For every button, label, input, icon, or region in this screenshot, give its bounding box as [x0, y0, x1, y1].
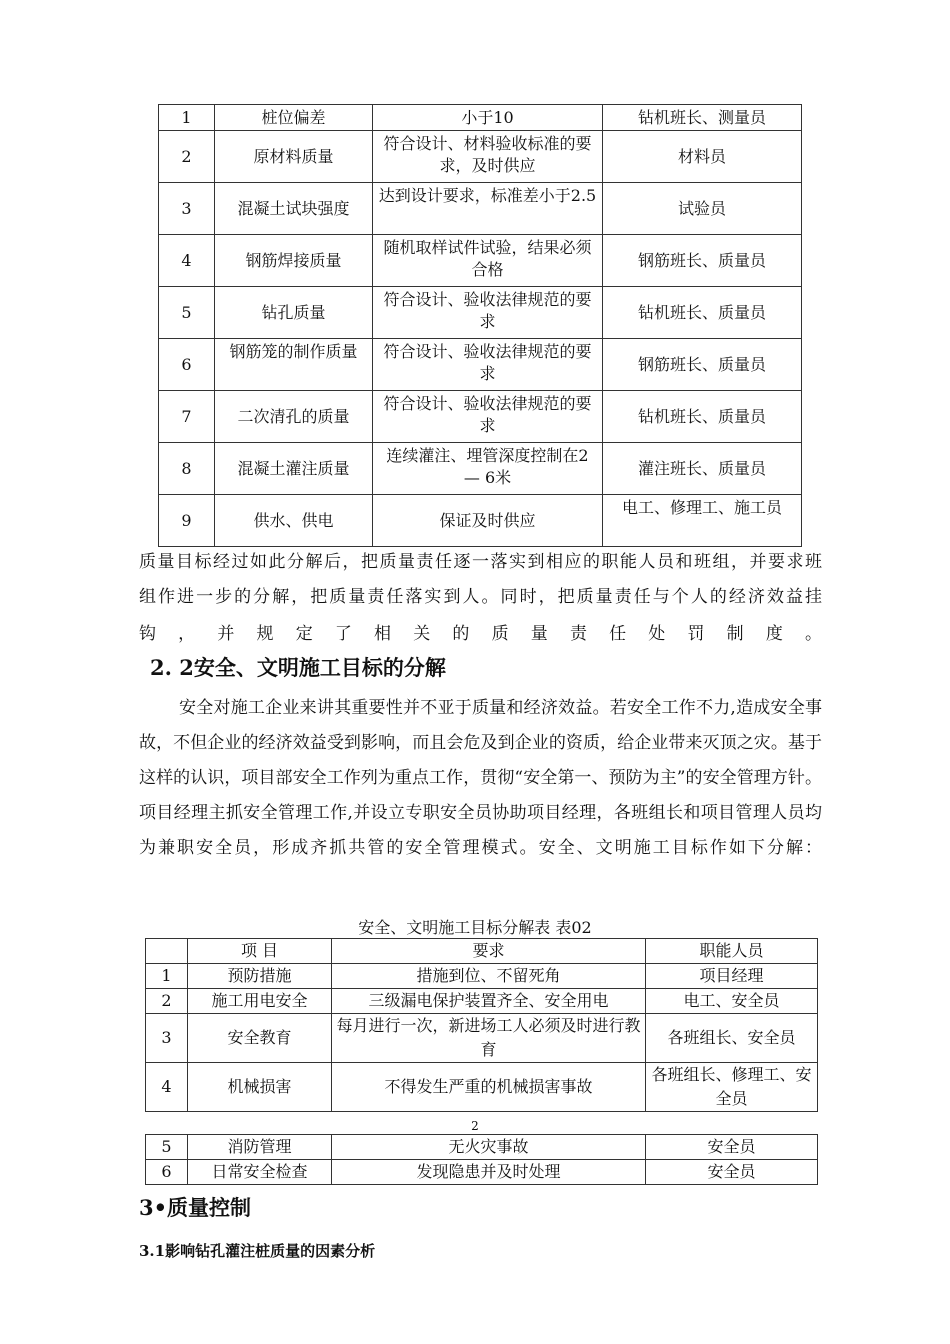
responsible-person: 钢筋班长、质量员 [603, 235, 802, 287]
responsible-person: 安全员 [646, 1135, 818, 1160]
table-row [146, 1063, 818, 1112]
table-row [159, 105, 802, 131]
safety-intro-paragraph: 安全对施工企业来讲其重要性并不亚于质量和经济效益。若安全工作不力,造成安全事故，不但企业的经济效益受到影响，而且会危及到企业的资质，给企业带来灭顶之灾。基于这样的认识，项目部安全工作列为重点工作，贯彻“安全第一、预防为主”的安全管理方针。项目经理主抓安全管理工作,并设立专职安全员协助项目经理，各班组长和项目管理人员均为兼职安全员，形成齐抓共管的安全管理模式。安全、文明施工目标作如下分解： [139, 698, 822, 858]
quality-item: 混凝土试块强度 [215, 183, 373, 235]
row-number: 3 [146, 1014, 188, 1063]
table-row [146, 964, 818, 989]
section-heading-3: 3•质量控制 [139, 1195, 252, 1220]
row-number: 4 [146, 1063, 188, 1112]
row-number: 2 [146, 989, 188, 1014]
safety-requirement: 无火灾事故 [332, 1135, 646, 1160]
quality-item: 桩位偏差 [215, 105, 373, 131]
safety-target-table-continued [145, 1134, 818, 1185]
responsible-person: 钢筋班长、质量员 [603, 339, 802, 391]
table-row [159, 339, 802, 391]
table-row [146, 1014, 818, 1063]
responsible-person: 试验员 [603, 183, 802, 235]
quality-standard: 达到设计要求，标准差小于2.5 [373, 183, 603, 235]
safety-item: 安全教育 [188, 1014, 332, 1063]
table-row [159, 391, 802, 443]
responsible-person: 灌注班长、质量员 [603, 443, 802, 495]
quality-target-table [158, 104, 802, 547]
quality-item: 钢筋笼的制作质量 [215, 339, 373, 391]
paragraph-line: 组作进一步的分解，把质量责任落实到人。同时，把质量责任与个人的经济效益挂 [139, 587, 822, 607]
quality-standard: 符合设计、材料验收标准的要求，及时供应 [373, 131, 603, 183]
quality-standard: 连续灌注、埋管深度控制在2 — 6米 [373, 443, 603, 495]
responsible-person: 各班组长、修理工、安全员 [646, 1063, 818, 1112]
table-row [159, 183, 802, 235]
safety-requirement: 不得发生严重的机械损害事故 [332, 1063, 646, 1112]
quality-item: 供水、供电 [215, 495, 373, 547]
quality-standard: 符合设计、验收法律规范的要求 [373, 391, 603, 443]
safety-requirement: 每月进行一次，新进场工人必须及时进行教育 [332, 1014, 646, 1063]
table-row [159, 443, 802, 495]
safety-target-table [145, 938, 818, 1112]
quality-item: 钻孔质量 [215, 287, 373, 339]
safety-item: 预防措施 [188, 964, 332, 989]
paragraph-line: 钩，并规定了相关的质量责任处罚制度。 [139, 624, 822, 644]
row-number: 9 [159, 495, 215, 547]
table-row [159, 495, 802, 547]
row-number: 1 [159, 105, 215, 131]
quality-standard: 符合设计、验收法律规范的要求 [373, 339, 603, 391]
section-heading-2-2: 2. 2安全、文明施工目标的分解 [150, 655, 446, 680]
quality-standard: 保证及时供应 [373, 495, 603, 547]
header-number [146, 939, 188, 964]
safety-requirement: 发现隐患并及时处理 [332, 1160, 646, 1185]
safety-item: 机械损害 [188, 1063, 332, 1112]
responsible-person: 电工、安全员 [646, 989, 818, 1014]
safety-requirement: 三级漏电保护装置齐全、安全用电 [332, 989, 646, 1014]
table-row [159, 131, 802, 183]
safety-item: 施工用电安全 [188, 989, 332, 1014]
paragraph-line: 质量目标经过如此分解后，把质量责任逐一落实到相应的职能人员和班组，并要求班 [139, 552, 822, 572]
safety-item: 消防管理 [188, 1135, 332, 1160]
row-number: 4 [159, 235, 215, 287]
section-heading-3-1: 3.1影响钻孔灌注桩质量的因素分析 [139, 1242, 376, 1260]
safety-requirement: 措施到位、不留死角 [332, 964, 646, 989]
responsible-person: 电工、修理工、施工员 [603, 495, 802, 547]
table-row [159, 235, 802, 287]
row-number: 2 [159, 131, 215, 183]
row-number: 7 [159, 391, 215, 443]
quality-item: 钢筋焊接质量 [215, 235, 373, 287]
table-row [146, 989, 818, 1014]
row-number: 5 [159, 287, 215, 339]
safety-table-caption: 安全、文明施工目标分解表 表02 [358, 918, 592, 937]
safety-item: 日常安全检查 [188, 1160, 332, 1185]
table-header-row [146, 939, 818, 964]
table-row [146, 1160, 818, 1185]
row-number: 6 [159, 339, 215, 391]
responsible-person: 钻机班长、质量员 [603, 391, 802, 443]
responsible-person: 钻机班长、测量员 [603, 105, 802, 131]
responsible-person: 钻机班长、质量员 [603, 287, 802, 339]
header-requirement: 要求 [332, 939, 646, 964]
quality-standard: 随机取样试件试验，结果必须合格 [373, 235, 603, 287]
responsible-person: 项目经理 [646, 964, 818, 989]
header-item: 项 目 [188, 939, 332, 964]
quality-item: 原材料质量 [215, 131, 373, 183]
row-number: 6 [146, 1160, 188, 1185]
responsible-person: 材料员 [603, 131, 802, 183]
quality-standard: 小于10 [373, 105, 603, 131]
row-number: 1 [146, 964, 188, 989]
quality-item: 混凝土灌注质量 [215, 443, 373, 495]
page-number: 2 [471, 1119, 479, 1133]
header-person: 职能人员 [646, 939, 818, 964]
table-row [146, 1135, 818, 1160]
table-row [159, 287, 802, 339]
row-number: 5 [146, 1135, 188, 1160]
row-number: 3 [159, 183, 215, 235]
responsible-person: 各班组长、安全员 [646, 1014, 818, 1063]
row-number: 8 [159, 443, 215, 495]
quality-item: 二次清孔的质量 [215, 391, 373, 443]
responsible-person: 安全员 [646, 1160, 818, 1185]
quality-standard: 符合设计、验收法律规范的要求 [373, 287, 603, 339]
